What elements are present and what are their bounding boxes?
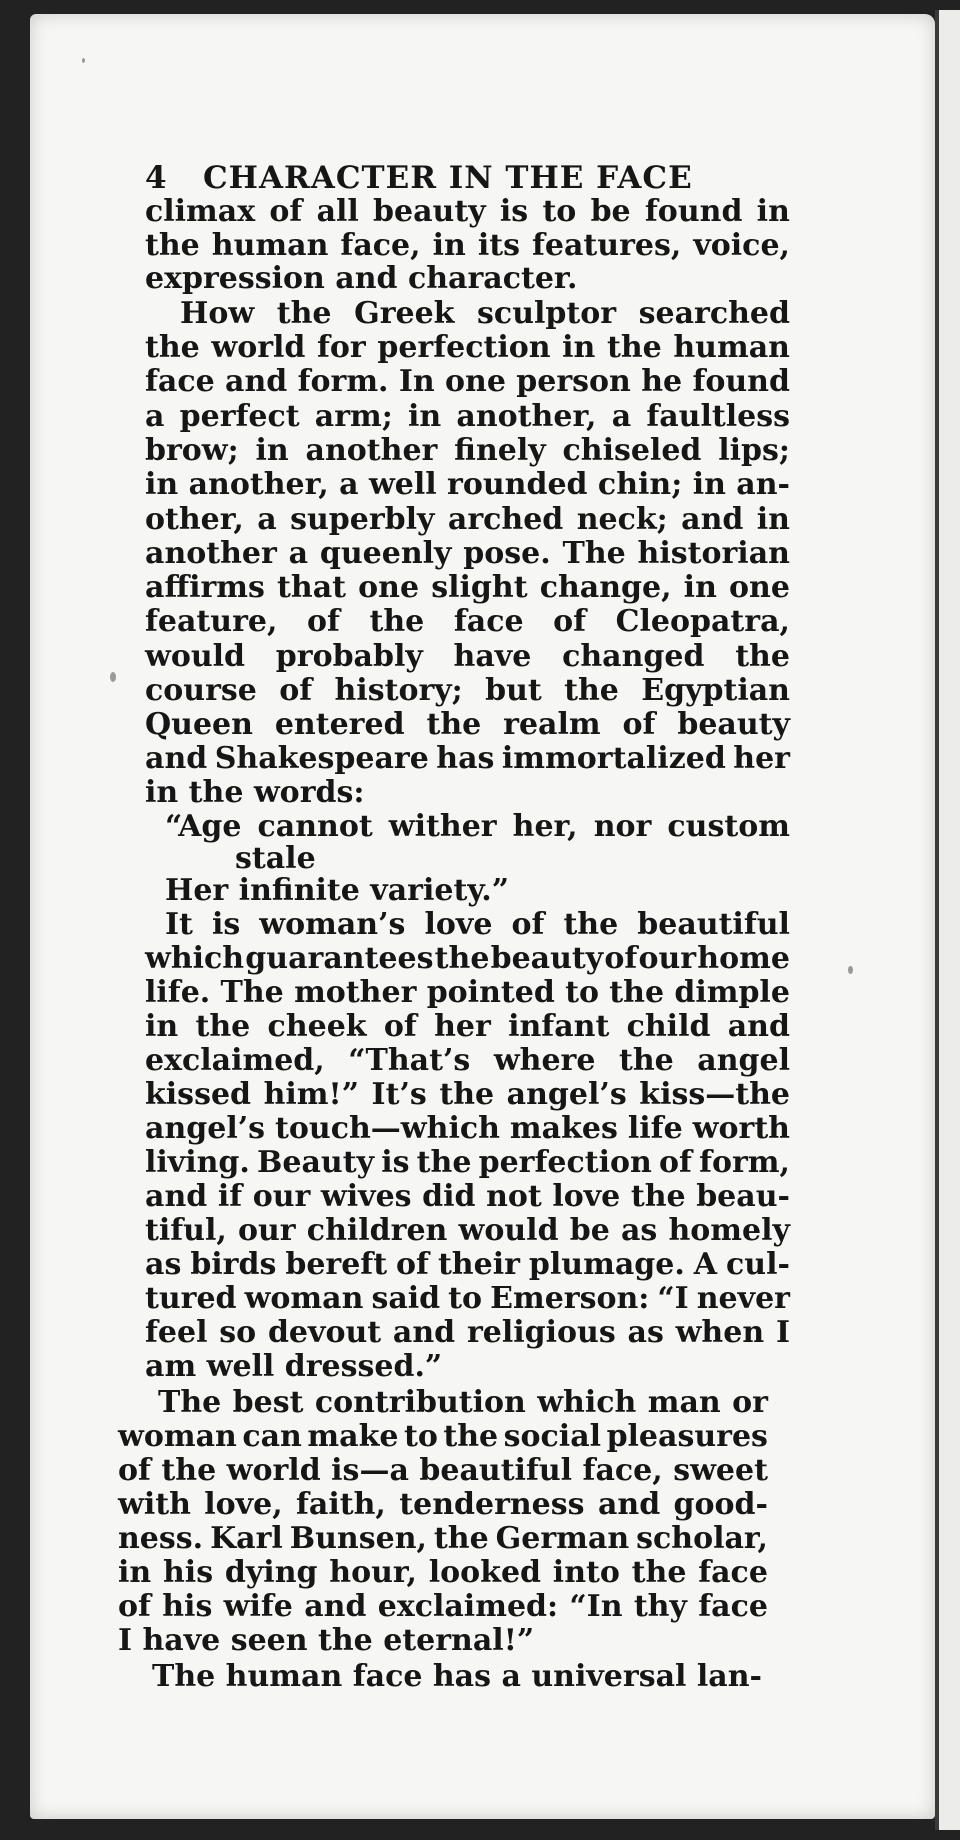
text-line: with love, faith, tenderness and good- — [118, 1487, 768, 1522]
text-line: a perfect arm; in another, a faultless — [145, 399, 790, 434]
text-line: in the words: — [145, 775, 365, 810]
text-line: the human face, in its features, voice, — [145, 228, 790, 263]
text-line: face and form. In one person he found — [145, 364, 790, 399]
text-line: in another, a well rounded chin; in an- — [145, 467, 790, 502]
text-line: the world for perfection in the human — [145, 330, 790, 365]
page-number: 4 — [145, 160, 168, 196]
text-line: The best contribution which man or — [158, 1385, 768, 1420]
text-line: as birds bereft of their plumage. A cul- — [145, 1247, 790, 1282]
text-line: The human face has a universal lan- — [152, 1659, 762, 1694]
text-line: kissed him!” It’s the angel’s kiss—the — [145, 1077, 790, 1112]
text-line: other, a superbly arched neck; and in — [145, 502, 790, 537]
text-line: climax of all beauty is to be found in — [145, 194, 790, 229]
text-line: affirms that one slight change, in one — [145, 570, 790, 605]
text-line: How the Greek sculptor searched — [180, 296, 790, 331]
quote-line: stale — [235, 841, 316, 876]
text-line: tiful, our children would be as homely — [145, 1213, 790, 1248]
running-header — [145, 160, 785, 196]
text-line: and Shakespeare has immortalized her — [145, 741, 790, 776]
text-line: Queen entered the realm of beauty — [145, 707, 790, 742]
text-line: I have seen the eternal!” — [118, 1623, 535, 1658]
text-line: living. Beauty is the perfection of form, — [145, 1145, 790, 1180]
scan-speck — [82, 58, 85, 63]
text-line: life. The mother pointed to the dimple — [145, 975, 790, 1010]
scan-speck — [848, 966, 853, 974]
text-line: angel’s touch—which makes life worth — [145, 1111, 790, 1146]
text-line: would probably have changed the — [145, 639, 790, 674]
text-line: tured woman said to Emerson: “I never — [145, 1281, 790, 1316]
text-line: expression and character. — [145, 261, 578, 296]
text-line: feature, of the face of Cleopatra, — [145, 604, 790, 639]
scan-speck — [110, 672, 116, 682]
text-line: am well dressed.” — [145, 1349, 443, 1384]
quote-line: “Age cannot wither her, nor custom — [165, 809, 790, 844]
text-line: of his wife and exclaimed: “In thy face — [118, 1589, 768, 1624]
text-line: feel so devout and religious as when I — [145, 1315, 790, 1350]
text-line: exclaimed, “That’s where the angel — [145, 1043, 790, 1078]
text-line: in the cheek of her infant child and — [145, 1009, 790, 1044]
text-line: and if our wives did not love the beau- — [145, 1179, 790, 1214]
running-title: CHARACTER IN THE FACE — [203, 160, 693, 196]
text-line: brow; in another finely chiseled lips; — [145, 433, 790, 468]
text-line: another a queenly pose. The historian — [145, 536, 790, 571]
text-line: of the world is—a beautiful face, sweet — [118, 1453, 768, 1488]
text-line: in his dying hour, looked into the face — [118, 1555, 768, 1590]
quote-line: Her infinite variety.” — [165, 873, 510, 908]
text-line: woman can make to the social pleasures — [118, 1419, 768, 1454]
text-line: course of history; but the Egyptian — [145, 673, 790, 708]
text-line: which guarantees the beauty of our home — [145, 941, 790, 976]
text-line: ness. Karl Bunsen, the German scholar, — [118, 1521, 768, 1556]
text-line: It is woman’s love of the beautiful — [165, 907, 790, 942]
